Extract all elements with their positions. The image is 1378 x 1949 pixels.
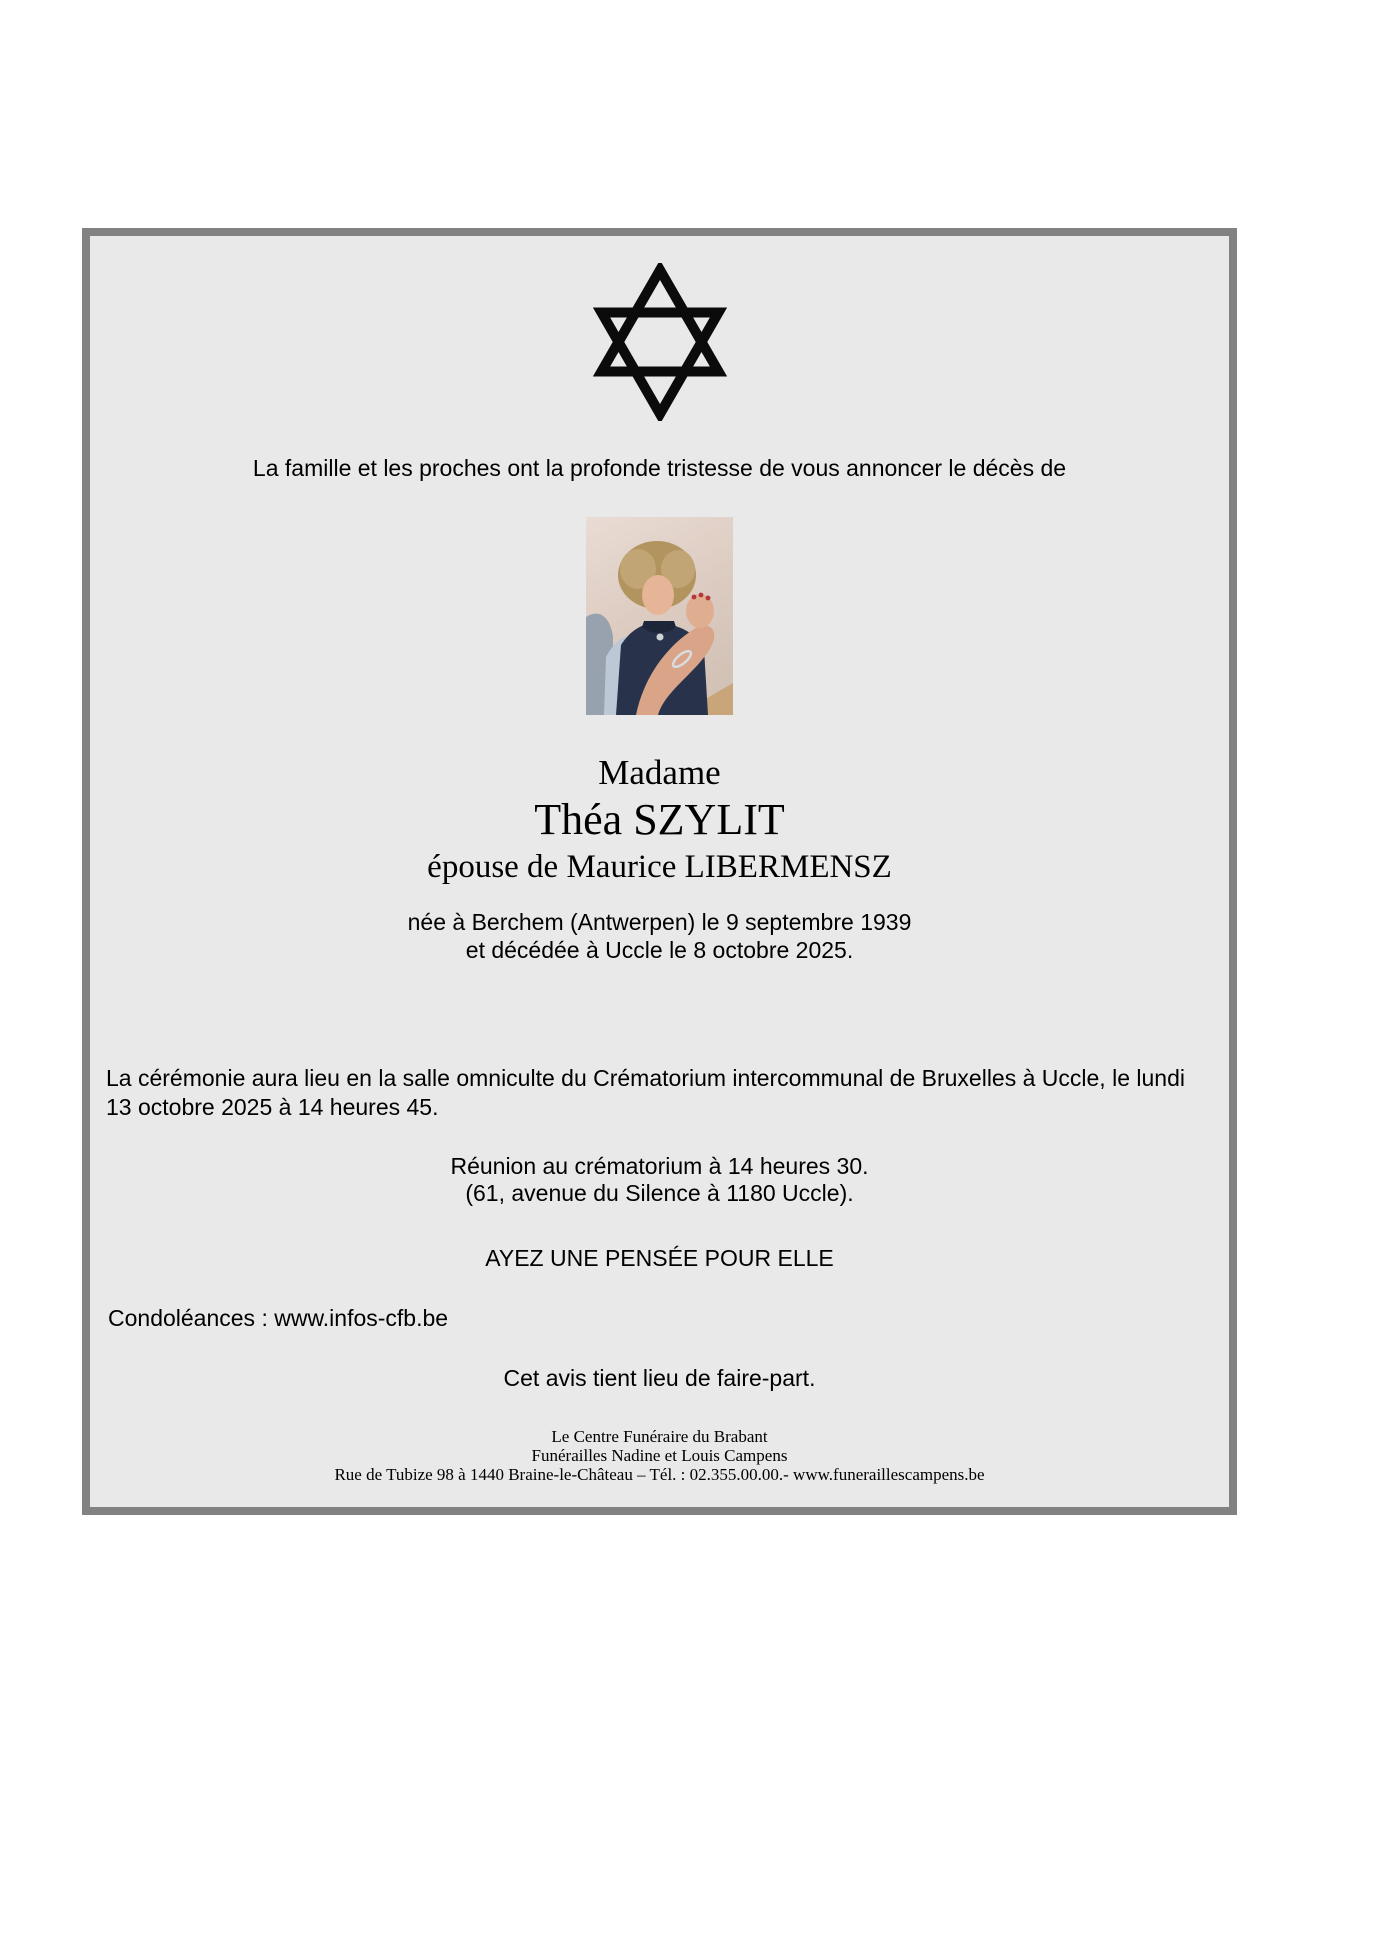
- star-of-david-icon: [591, 263, 729, 421]
- ceremony-paragraph: La cérémonie aura lieu en la salle omniculte du Crématorium intercommunal de Bruxelles à Uccle, le lundi 13 octobre 2025 à 14 heures 45.: [106, 1065, 1185, 1120]
- deceased-title: Madame: [598, 753, 721, 792]
- funeral-home-subname: Funérailles Nadine et Louis Campens: [531, 1446, 788, 1465]
- meeting-time-line: Réunion au crématorium à 14 heures 30.: [450, 1153, 869, 1179]
- tribute-line: AYEZ UNE PENSÉE POUR ELLE: [485, 1245, 834, 1271]
- condolences-line: Condoléances : www.infos-cfb.be: [108, 1305, 449, 1331]
- birth-line: née à Berchem (Antwerpen) le 9 septembre 1939: [407, 909, 912, 935]
- portrait-photo: [586, 517, 733, 715]
- funeral-home-name: Le Centre Funéraire du Brabant: [551, 1427, 768, 1446]
- notice-line: Cet avis tient lieu de faire-part.: [503, 1365, 816, 1391]
- death-line: et décédée à Uccle le 8 octobre 2025.: [465, 937, 854, 963]
- meeting-info: [90, 1153, 1229, 1207]
- funeral-home-block: [90, 1427, 1229, 1484]
- spouse-line: épouse de Maurice LIBERMENSZ: [427, 849, 892, 885]
- meeting-address-line: (61, avenue du Silence à 1180 Uccle).: [465, 1180, 854, 1206]
- funeral-home-address: Rue de Tubize 98 à 1440 Braine-le-Château – Tél. : 02.355.00.00.- www.funeraillescampens.be: [334, 1465, 985, 1484]
- announcement-line: La famille et les proches ont la profonde tristesse de vous annoncer le décès de: [252, 455, 1067, 481]
- obituary-card: [82, 228, 1237, 1515]
- deceased-name: Théa SZYLIT: [534, 795, 785, 844]
- life-dates: [90, 908, 1229, 964]
